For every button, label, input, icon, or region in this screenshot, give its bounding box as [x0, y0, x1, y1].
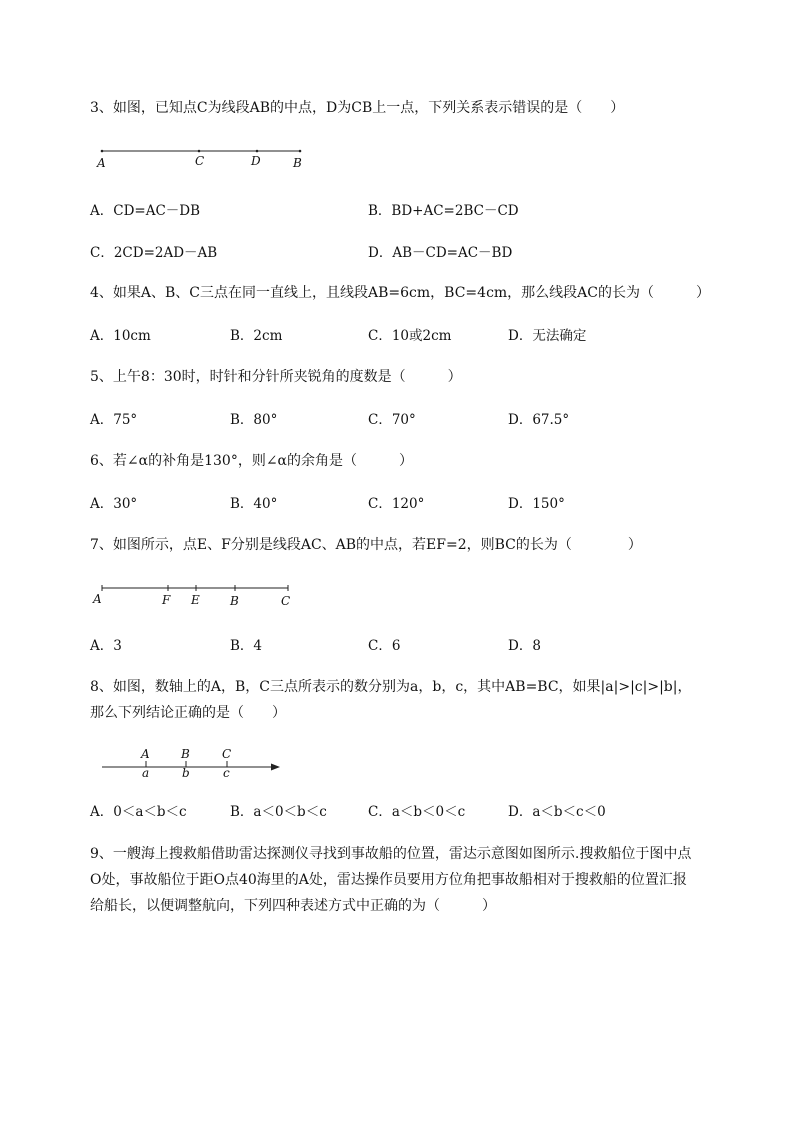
- q6-stem: 6、若∠α的补角是130°，则∠α的余角是（ ）: [90, 453, 413, 469]
- q4-option-c[interactable]: C．10或2cm: [368, 328, 452, 344]
- q3-stem: 3、如图，已知点C为线段AB的中点，D为CB上一点，下列关系表示错误的是（ ）: [90, 100, 625, 116]
- q7-option-c[interactable]: C．6: [368, 638, 401, 654]
- q3-option-b[interactable]: B．BD+AC=2BC－CD: [368, 203, 519, 219]
- q7-label-a: A: [93, 592, 102, 606]
- q5-option-a[interactable]: A．75°: [90, 412, 138, 428]
- q5-option-b[interactable]: B．80°: [230, 412, 278, 428]
- q5-option-d[interactable]: D．67.5°: [508, 412, 570, 428]
- q3-option-a[interactable]: A．CD=AC－DB: [90, 203, 201, 219]
- q8-option-c[interactable]: C．a＜b＜0＜c: [368, 804, 466, 820]
- q3-option-c[interactable]: C．2CD=2AD－AB: [90, 245, 218, 261]
- q9-stem-line2: O处，事故船位于距O点40海里的A处，雷达操作员要用方位角把事故船相对于搜救船的位置汇报: [90, 872, 687, 888]
- q6-option-b[interactable]: B．40°: [230, 496, 278, 512]
- q8-stem-line1: 8、如图，数轴上的A，B，C三点所表示的数分别为a，b，c，其中AB=BC，如果|a|>|c|>|b|，: [90, 679, 692, 695]
- q3-label-a: A: [97, 156, 106, 170]
- q8-label-lower-c: c: [223, 766, 230, 780]
- q7-segment-figure: [90, 580, 310, 610]
- q8-label-lower-b: b: [182, 766, 190, 780]
- q8-label-upper-a: A: [141, 747, 150, 761]
- q3-segment-figure: [90, 142, 320, 174]
- q7-option-d[interactable]: D．8: [508, 638, 541, 654]
- q8-label-upper-c: C: [222, 747, 232, 761]
- q8-stem-line2: 那么下列结论正确的是（ ）: [90, 705, 286, 721]
- q8-option-a[interactable]: A．0＜a＜b＜c: [90, 804, 187, 820]
- q9-stem-line3: 给船长，以便调整航向，下列四种表述方式中正确的为（ ）: [90, 898, 496, 914]
- q8-option-b[interactable]: B．a＜0＜b＜c: [230, 804, 327, 820]
- q4-stem: 4、如果A、B、C三点在同一直线上，且线段AB=6cm，BC=4cm，那么线段AC的长为（ ）: [90, 285, 711, 301]
- q7-option-b[interactable]: B．4: [230, 638, 263, 654]
- q7-label-c: C: [281, 594, 291, 608]
- q7-label-f: F: [162, 593, 171, 607]
- q8-number-line-figure: [90, 746, 290, 780]
- q6-option-d[interactable]: D．150°: [508, 496, 565, 512]
- q8-option-d[interactable]: D．a＜b＜c＜0: [508, 804, 606, 820]
- q7-label-b: B: [230, 594, 239, 608]
- q8-label-upper-b: B: [181, 747, 190, 761]
- q7-option-a[interactable]: A．3: [90, 638, 122, 654]
- q3-label-b: B: [293, 156, 302, 170]
- q4-option-a[interactable]: A．10cm: [90, 328, 151, 344]
- q4-option-d[interactable]: D．无法确定: [508, 328, 587, 344]
- q7-stem: 7、如图所示，点E、F分别是线段AC、AB的中点，若EF=2，则BC的长为（ ）: [90, 537, 642, 553]
- q7-label-e: E: [191, 593, 200, 607]
- q6-option-a[interactable]: A．30°: [90, 496, 138, 512]
- q3-label-c: C: [195, 154, 205, 168]
- q3-option-d[interactable]: D．AB－CD=AC－BD: [368, 245, 513, 261]
- q9-stem-line1: 9、一艘海上搜救船借助雷达探测仪寻找到事故船的位置，雷达示意图如图所示.搜救船位于图中点: [90, 846, 692, 862]
- q5-option-c[interactable]: C．70°: [368, 412, 416, 428]
- q6-option-c[interactable]: C．120°: [368, 496, 425, 512]
- q3-label-d: D: [251, 154, 261, 168]
- q5-stem: 5、上午8：30时，时针和分针所夹锐角的度数是（ ）: [90, 369, 462, 385]
- q8-label-lower-a: a: [142, 766, 150, 780]
- q4-option-b[interactable]: B．2cm: [230, 328, 283, 344]
